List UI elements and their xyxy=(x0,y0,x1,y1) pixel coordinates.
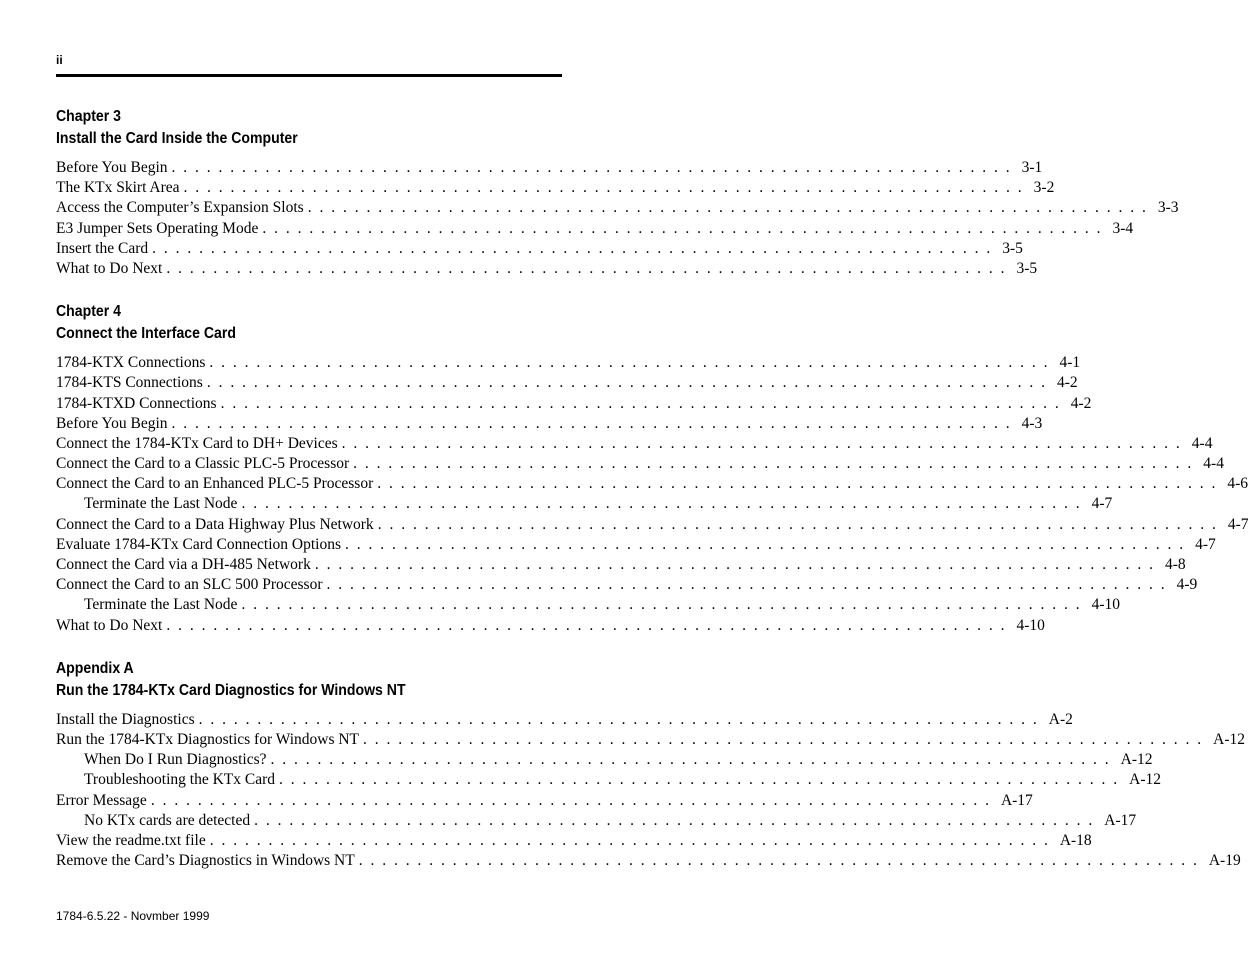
dot-leader: . . . . . . . . . . . . . . . . . . . . . . . . . . . . . . . . . . . . . . . . . . . . . . . . . . . . . . . . . . . . . . . . . . . . . . . . xyxy=(270,751,1111,769)
toc-entry-title: Evaluate 1784-KTx Card Connection Options xyxy=(56,535,341,553)
toc-entry-title: No KTx cards are detected xyxy=(84,811,251,829)
dot-leader: . . . . . . . . . . . . . . . . . . . . . . . . . . . . . . . . . . . . . . . . . . . . . . . . . . . . . . . . . . . . . . . . . . . . . . . . xyxy=(314,556,1155,573)
toc-entry-title: View the readme.txt file xyxy=(56,831,206,849)
toc-entry-page: 4-8 xyxy=(1164,556,1186,573)
toc-entry-page: 3-5 xyxy=(1016,259,1038,277)
toc-entry-page: A-19 xyxy=(1208,852,1241,870)
toc-entry-title: Troubleshooting the KTx Card xyxy=(84,771,276,789)
toc-entry-title: Connect the Card to an SLC 500 Processor xyxy=(56,576,323,594)
toc-entry-title: Remove the Card’s Diagnostics in Windows NT xyxy=(56,852,355,870)
dot-leader: . . . . . . . . . . . . . . . . . . . . . . . . . . . . . . . . . . . . . . . . . . . . . . . . . . . . . . . . . . . . . . . . . . . . . . . . xyxy=(198,710,1039,728)
toc-entry-page: 4-7 xyxy=(1195,535,1216,553)
toc-entry-title: When Do I Run Diagnostics? xyxy=(84,751,267,769)
toc-entry[interactable] xyxy=(56,259,1038,280)
toc-entry[interactable] xyxy=(56,199,1179,219)
toc-entry-title: E3 Jumper Sets Operating Mode xyxy=(56,219,259,237)
footer-publication: 1784-6.5.22 - Novmber 1999 xyxy=(56,909,210,923)
dot-leader: . . . . . . . . . . . . . . . . . . . . . . . . . . . . . . . . . . . . . . . . . . . . . . . . . . . . . . . . . . . . . . . . . . . . . . . . xyxy=(166,616,1007,634)
dot-leader: . . . . . . . . . . . . . . . . . . . . . . . . . . . . . . . . . . . . . . . . . . . . . . . . . . . . . . . . . . . . . . . . . . . . . . . . xyxy=(152,239,993,257)
toc-entry-title: Before You Begin xyxy=(56,414,168,432)
toc-entry-page: 4-2 xyxy=(1070,394,1092,412)
toc-section xyxy=(56,106,1179,280)
toc-entry-title: What to Do Next xyxy=(56,259,163,277)
toc-entry-page: 3-5 xyxy=(1002,239,1023,257)
toc-entry[interactable] xyxy=(56,515,1248,536)
toc-entry-title: Terminate the Last Node xyxy=(84,495,238,513)
toc-entry[interactable] xyxy=(56,771,1162,791)
section-label: Chapter 3 xyxy=(56,108,121,125)
dot-leader: . . . . . . . . . . . . . . . . . . . . . . . . . . . . . . . . . . . . . . . . . . . . . . . . . . . . . . . . . . . . . . . . . . . . . . . . xyxy=(254,811,1095,829)
toc-entry[interactable] xyxy=(56,374,1078,394)
toc-entry-title: Insert the Card xyxy=(56,239,149,257)
toc-entry[interactable] xyxy=(56,852,1241,872)
toc-entry-title: 1784-KTXD Connections xyxy=(56,394,217,412)
page-number: ii xyxy=(56,53,63,67)
dot-leader: . . . . . . . . . . . . . . . . . . . . . . . . . . . . . . . . . . . . . . . . . . . . . . . . . . . . . . . . . . . . . . . . . . . . . . . . xyxy=(220,394,1061,412)
toc-entry-page: 4-7 xyxy=(1091,495,1113,513)
toc-entry[interactable] xyxy=(56,791,1033,812)
toc-entry[interactable] xyxy=(56,239,1023,260)
toc-entry-title: Connect the 1784-KTx Card to DH+ Devices xyxy=(56,434,338,452)
toc-entry-title: Install the Diagnostics xyxy=(56,710,195,728)
dot-leader: . . . . . . . . . . . . . . . . . . . . . . . . . . . . . . . . . . . . . . . . . . . . . . . . . . . . . . . . . . . . . . . . . . . . . . . . xyxy=(377,475,1218,493)
header-rule xyxy=(56,74,562,77)
toc-entry[interactable] xyxy=(56,811,1137,832)
toc-entry-page: 3-1 xyxy=(1021,159,1043,176)
toc-entry-page: A-17 xyxy=(1104,811,1137,829)
toc-entry-page: 4-2 xyxy=(1056,374,1078,392)
toc-entry-title: Run the 1784-KTx Diagnostics for Windows NT xyxy=(56,730,360,748)
toc-entry-page: 4-1 xyxy=(1059,354,1081,372)
dot-leader: . . . . . . . . . . . . . . . . . . . . . . . . . . . . . . . . . . . . . . . . . . . . . . . . . . . . . . . . . . . . . . . . . . . . . . . . xyxy=(206,374,1047,392)
toc-entry-page: A-17 xyxy=(1000,791,1033,809)
toc-entry[interactable] xyxy=(56,831,1092,852)
dot-leader: . . . . . . . . . . . . . . . . . . . . . . . . . . . . . . . . . . . . . . . . . . . . . . . . . . . . . . . . . . . . . . . . . . . . . . . . xyxy=(241,596,1082,614)
dot-leader: . . . . . . . . . . . . . . . . . . . . . . . . . . . . . . . . . . . . . . . . . . . . . . . . . . . . . . . . . . . . . . . . . . . . . . . . xyxy=(241,495,1082,513)
toc-entry-page: 4-6 xyxy=(1227,475,1248,493)
toc-entry-page: 4-9 xyxy=(1176,576,1198,594)
dot-leader: . . . . . . . . . . . . . . . . . . . . . . . . . . . . . . . . . . . . . . . . . . . . . . . . . . . . . . . . . . . . . . . . . . . . . . . . xyxy=(326,576,1167,594)
toc-entry-title: Connect the Card to a Classic PLC-5 Processor xyxy=(56,455,350,473)
toc-entry[interactable] xyxy=(56,354,1081,374)
toc-entry[interactable] xyxy=(56,455,1224,475)
dot-leader: . . . . . . . . . . . . . . . . . . . . . . . . . . . . . . . . . . . . . . . . . . . . . . . . . . . . . . . . . . . . . . . . . . . . . . . . xyxy=(150,791,991,809)
toc-entry-title: Terminate the Last Node xyxy=(84,596,238,614)
table-of-contents xyxy=(56,106,1248,893)
toc-entry-page: 4-4 xyxy=(1203,455,1224,473)
toc-entry-page: 4-3 xyxy=(1021,414,1043,432)
section-label: Appendix A xyxy=(56,659,134,677)
dot-leader: . . . . . . . . . . . . . . . . . . . . . . . . . . . . . . . . . . . . . . . . . . . . . . . . . . . . . . . . . . . . . . . . . . . . . . . . xyxy=(377,515,1218,533)
toc-entry[interactable] xyxy=(56,219,1134,240)
toc-entry-title: 1784-KTS Connections xyxy=(56,374,203,392)
toc-entry[interactable] xyxy=(56,596,1120,616)
toc-entry-title: Error Message xyxy=(56,791,147,809)
dot-leader: . . . . . . . . . . . . . . . . . . . . . . . . . . . . . . . . . . . . . . . . . . . . . . . . . . . . . . . . . . . . . . . . . . . . . . . . xyxy=(209,354,1050,372)
section-title: Install the Card Inside the Computer xyxy=(56,130,298,147)
toc-entry[interactable] xyxy=(56,710,1073,731)
dot-leader: . . . . . . . . . . . . . . . . . . . . . . . . . . . . . . . . . . . . . . . . . . . . . . . . . . . . . . . . . . . . . . . . . . . . . . . . xyxy=(363,730,1204,748)
dot-leader: . . . . . . . . . . . . . . . . . . . . . . . . . . . . . . . . . . . . . . . . . . . . . . . . . . . . . . . . . . . . . . . . . . . . . . . . xyxy=(183,179,1024,197)
dot-leader: . . . . . . . . . . . . . . . . . . . . . . . . . . . . . . . . . . . . . . . . . . . . . . . . . . . . . . . . . . . . . . . . . . . . . . . . xyxy=(166,259,1007,277)
toc-entry-page: 4-10 xyxy=(1016,616,1045,634)
toc-entry[interactable] xyxy=(56,414,1043,435)
dot-leader: . . . . . . . . . . . . . . . . . . . . . . . . . . . . . . . . . . . . . . . . . . . . . . . . . . . . . . . . . . . . . . . . . . . . . . . . xyxy=(171,414,1012,432)
toc-entry-title: What to Do Next xyxy=(56,616,163,634)
dot-leader: . . . . . . . . . . . . . . . . . . . . . . . . . . . . . . . . . . . . . . . . . . . . . . . . . . . . . . . . . . . . . . . . . . . . . . . . xyxy=(279,771,1120,789)
toc-entry[interactable] xyxy=(56,394,1092,415)
dot-leader: . . . . . . . . . . . . . . . . . . . . . . . . . . . . . . . . . . . . . . . . . . . . . . . . . . . . . . . . . . . . . . . . . . . . . . . . xyxy=(209,831,1050,849)
toc-entry[interactable] xyxy=(56,751,1153,771)
toc-section xyxy=(56,658,1246,873)
toc-entry-page: 3-3 xyxy=(1157,199,1179,217)
dot-leader: . . . . . . . . . . . . . . . . . . . . . . . . . . . . . . . . . . . . . . . . . . . . . . . . . . . . . . . . . . . . . . . . . . . . . . . . xyxy=(262,219,1103,237)
toc-entry-page: A-12 xyxy=(1120,751,1153,769)
toc-entry[interactable] xyxy=(56,730,1246,751)
toc-entry-page: 3-2 xyxy=(1033,179,1055,197)
dot-leader: . . . . . . . . . . . . . . . . . . . . . . . . . . . . . . . . . . . . . . . . . . . . . . . . . . . . . . . . . . . . . . . . . . . . . . . . xyxy=(171,159,1012,176)
dot-leader: . . . . . . . . . . . . . . . . . . . . . . . . . . . . . . . . . . . . . . . . . . . . . . . . . . . . . . . . . . . . . . . . . . . . . . . . xyxy=(307,199,1148,217)
section-label: Chapter 4 xyxy=(56,303,121,321)
toc-entry-title: Connect the Card via a DH-485 Network xyxy=(56,556,311,573)
toc-entry[interactable] xyxy=(56,159,1043,179)
toc-entry[interactable] xyxy=(56,576,1198,596)
dot-leader: . . . . . . . . . . . . . . . . . . . . . . . . . . . . . . . . . . . . . . . . . . . . . . . . . . . . . . . . . . . . . . . . . . . . . . . . xyxy=(358,852,1199,870)
toc-entry-title: Access the Computer’s Expansion Slots xyxy=(56,199,304,217)
toc-entry-page: 3-4 xyxy=(1112,219,1134,237)
toc-entry[interactable] xyxy=(56,434,1213,455)
toc-section xyxy=(56,301,1248,637)
dot-leader: . . . . . . . . . . . . . . . . . . . . . . . . . . . . . . . . . . . . . . . . . . . . . . . . . . . . . . . . . . . . . . . . . . . . . . . . xyxy=(353,455,1194,473)
toc-entry-title: Before You Begin xyxy=(56,159,168,176)
toc-entry[interactable] xyxy=(56,495,1113,515)
toc-entry-page: A-18 xyxy=(1059,831,1092,849)
toc-entry-title: Connect the Card to a Data Highway Plus Network xyxy=(56,515,374,533)
toc-entry-title: The KTx Skirt Area xyxy=(56,179,180,197)
dot-leader: . . . . . . . . . . . . . . . . . . . . . . . . . . . . . . . . . . . . . . . . . . . . . . . . . . . . . . . . . . . . . . . . . . . . . . . . xyxy=(344,535,1186,553)
section-title: Connect the Interface Card xyxy=(56,325,236,343)
dot-leader: . . . . . . . . . . . . . . . . . . . . . . . . . . . . . . . . . . . . . . . . . . . . . . . . . . . . . . . . . . . . . . . . . . . . . . . . xyxy=(341,434,1182,452)
section-title: Run the 1784-KTx Card Diagnostics for Windows NT xyxy=(56,681,406,699)
toc-entry-page: 4-7 xyxy=(1227,515,1248,533)
toc-entry[interactable] xyxy=(56,616,1045,637)
toc-entry[interactable] xyxy=(56,179,1055,199)
toc-entry[interactable] xyxy=(56,475,1248,495)
toc-entry-page: A-12 xyxy=(1129,771,1162,789)
toc-entry-page: 4-4 xyxy=(1191,434,1213,452)
toc-entry-title: Connect the Card to an Enhanced PLC-5 Processor xyxy=(56,475,374,493)
toc-entry[interactable] xyxy=(56,556,1186,576)
toc-entry-page: A-12 xyxy=(1213,730,1246,748)
toc-entry-page: A-2 xyxy=(1048,710,1073,728)
toc-entry[interactable] xyxy=(56,535,1216,556)
toc-entry-page: 4-10 xyxy=(1091,596,1120,614)
toc-entry-title: 1784-KTX Connections xyxy=(56,354,206,372)
